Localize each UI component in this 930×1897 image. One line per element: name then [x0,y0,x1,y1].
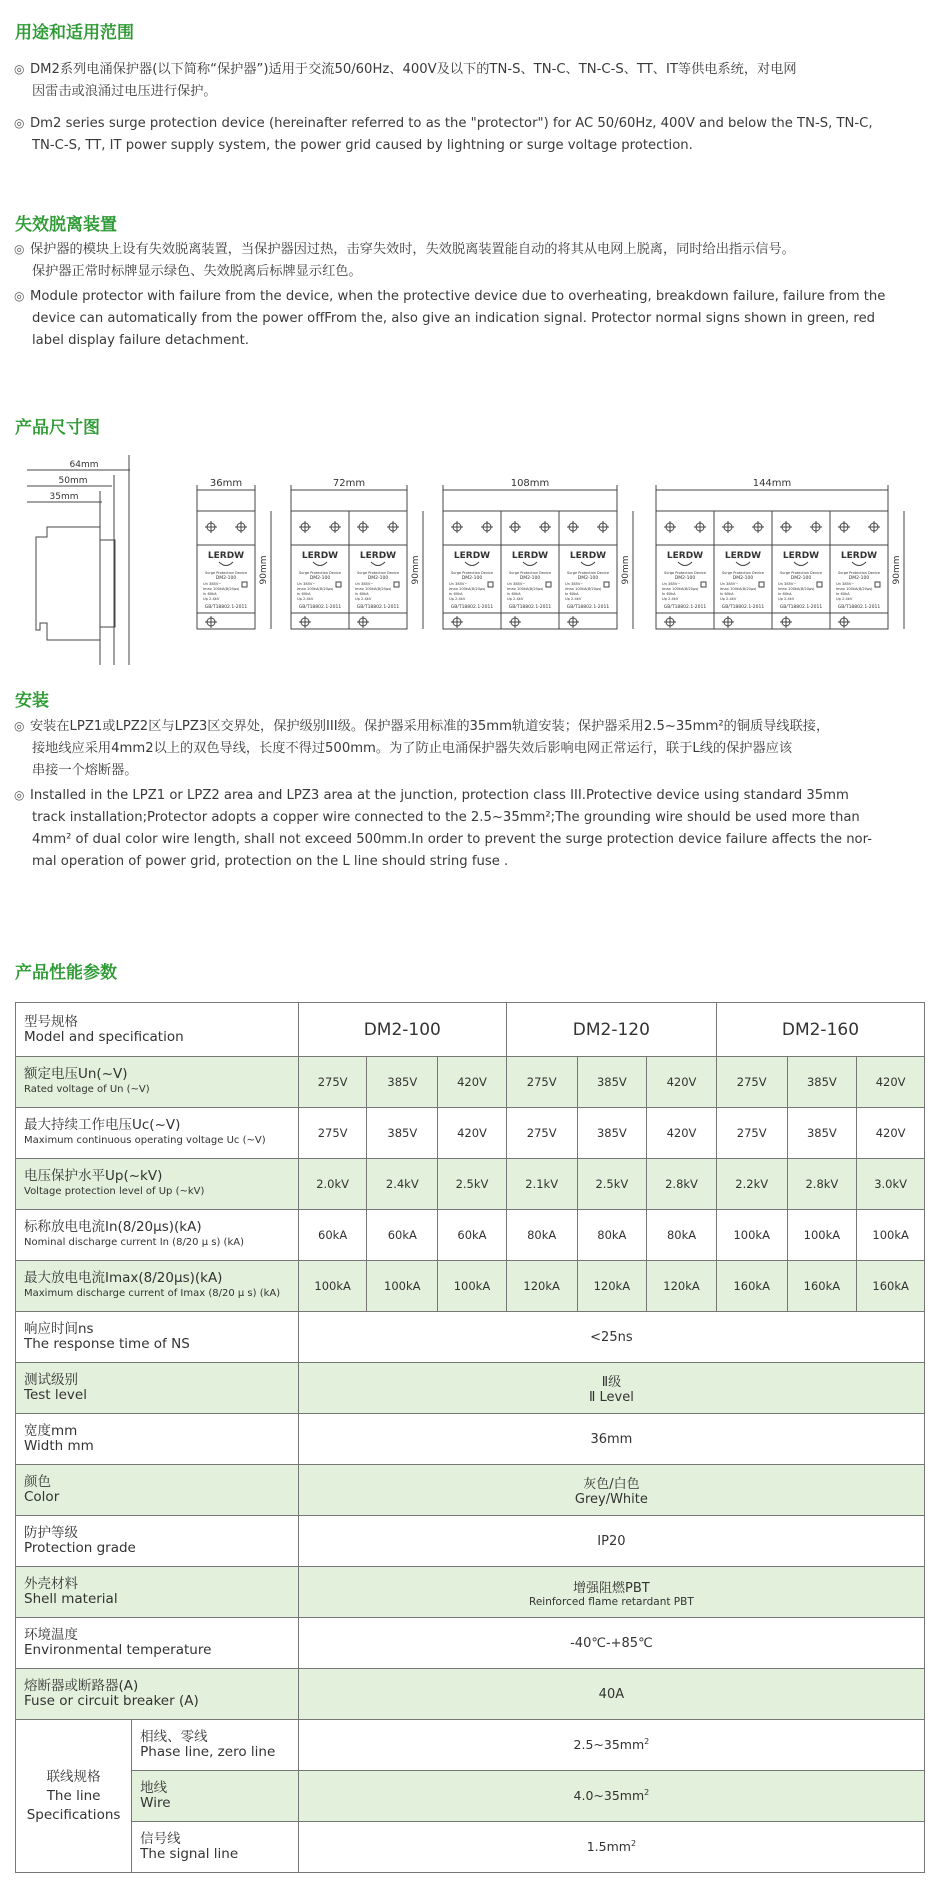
module-logo-icon [465,562,479,566]
module-standard: GB/T18802.1-2011 [298,605,342,610]
value-cell: 275V [506,1108,577,1159]
value-cell: 420V [857,1057,925,1108]
value-text: 1.5mm [586,1839,631,1855]
row-label-cell [16,1261,299,1312]
height-label: 90mm [892,555,902,585]
module-spec-line: Up 2.4kV [449,597,466,601]
row-label-cell [16,1516,299,1567]
module-standard: GB/T18802.1-2011 [566,605,610,610]
module-model: DM2-100 [461,576,483,581]
height-label: 90mm [411,555,421,585]
module-logo-icon [219,562,233,566]
row-label-cell [16,1108,299,1159]
indicator-window [394,582,399,587]
module-model: DM2-100 [577,576,599,581]
width-label: 72mm [332,478,366,489]
module-logo-icon [794,562,808,566]
value-cell: 160kA [716,1261,787,1312]
row-label-cn: 测试级别 [24,1372,78,1388]
width-label: 108mm [510,478,550,489]
module-subtitle: Surge Protection Device [721,571,765,575]
module-spec-line: Imax 100kA(8/20μs) [355,587,392,591]
module-spec-line: In 60kA [565,592,579,596]
module-spec-line: In 60kA [449,592,463,596]
module-standard: GB/T18802.1-2011 [779,605,823,610]
module-logo-icon [852,562,866,566]
section-title-dimensions: 产品尺寸图 [15,418,100,438]
width-label: 36mm [209,478,243,489]
module-standard: GB/T18802.1-2011 [356,605,400,610]
value-cell [298,1363,924,1414]
value-cell: 2.8kV [787,1159,857,1210]
module-brand: LERDW [782,551,820,561]
row-label-cell [16,1312,299,1363]
module-spec-line: In 60kA [297,592,311,596]
text-line: Dm2 series surge protection device (hereinafter referred to as the "protector") for AC 50/60Hz, 400V and below the TN-S, TN-C, [30,116,873,131]
value-cell: 120kA [647,1261,717,1312]
module-logo-icon [581,562,595,566]
width-label: 144mm [752,478,792,489]
value-cell: 420V [647,1108,717,1159]
row-label-en: Maximum continuous operating voltage Uc (~V) [24,1135,266,1146]
value-text: <25ns [590,1329,633,1345]
row-label-cn: 防护等级 [24,1525,78,1541]
indicator-window [759,582,764,587]
table-row [16,1414,925,1465]
value-cell: 420V [647,1057,717,1108]
bullet-icon: ◎ [14,116,25,130]
row-label-en: Maximum discharge current of Imax (8/20 μ s) (kA) [24,1288,281,1299]
module-spec-line: Imax 100kA(8/20μs) [662,587,699,591]
row-label-cell [16,1669,299,1720]
row-label-cn: 宽度mm [24,1423,78,1439]
module-spec-line: Un 385V~ [662,582,681,586]
module-subtitle: Surge Protection Device [204,571,248,575]
module-model: DM2-100 [732,576,754,581]
item-en: The signal line [140,1846,239,1862]
module-spec-line: Imax 100kA(8/20μs) [720,587,757,591]
table-row [16,1771,925,1822]
model-header: DM2-160 [716,1003,924,1057]
bullet-icon: ◎ [14,719,25,733]
value-cell: 100kA [438,1261,507,1312]
module-standard: GB/T18802.1-2011 [721,605,765,610]
table-row [16,1159,925,1210]
line-spec-en2: Specifications [26,1806,121,1823]
text-line: TN-C-S, TT, IT power supply system, the power grid caused by lightning or surge voltage protection. [32,138,693,153]
value-cell: 2.5kV [577,1159,647,1210]
text-line: 串接一个熔断器。 [32,763,138,778]
module-standard: GB/T18802.1-2011 [837,605,881,610]
module-subtitle: Surge Protection Device [450,571,494,575]
module-spec-line: Up 2.4kV [778,597,795,601]
install-paragraph-cn [14,715,914,782]
row-label-cell [16,1159,299,1210]
value-text: 4.0~35mm [573,1788,645,1804]
value-cell: 100kA [367,1261,438,1312]
module-spec-line: Un 385V~ [203,582,222,586]
module-subtitle: Surge Protection Device [663,571,707,575]
item-en: Wire [140,1795,171,1811]
value-text-secondary: Ⅱ Level [588,1390,634,1405]
value-cell: 80kA [647,1210,717,1261]
row-label-cell [16,1414,299,1465]
value-cell: 60kA [367,1210,438,1261]
row-label-cell [16,1363,299,1414]
bullet-icon: ◎ [14,788,25,802]
module-spec-line: Up 2.4kV [836,597,853,601]
value-cell [298,1516,924,1567]
indicator-window [604,582,609,587]
module-spec-line: Imax 100kA(8/20μs) [778,587,815,591]
module-subtitle: Surge Protection Device [566,571,610,575]
module-brand: LERDW [301,551,339,561]
row-label-en: Fuse or circuit breaker (A) [24,1693,199,1709]
module-subtitle: Surge Protection Device [837,571,881,575]
module-logo-icon [678,562,692,566]
value-cell: 160kA [857,1261,925,1312]
row-label-cn: 最大持续工作电压Uc(~V) [24,1117,181,1133]
module-model: DM2-100 [848,576,870,581]
side-dimension-label: 35mm [49,492,79,502]
text-line: 保护器正常时标牌显示绿色、失效脱离后标牌显示红色。 [32,264,362,279]
row-label-en: Rated voltage of Un (~V) [24,1084,150,1095]
value-cell: 160kA [787,1261,857,1312]
dimension-drawings [0,455,930,665]
value-text: 40A [598,1686,625,1702]
value-cell: 120kA [577,1261,647,1312]
table-row [16,1363,925,1414]
section-title-installation: 安装 [15,691,49,711]
module-spec-line: In 60kA [720,592,734,596]
install-paragraph-en [14,784,914,873]
failure-paragraph-en [14,285,914,352]
device-outline [443,511,617,629]
module-spec-line: In 60kA [662,592,676,596]
value-text-secondary: Reinforced flame retardant PBT [529,1595,694,1608]
table-row [16,1618,925,1669]
value-cell: 385V [367,1108,438,1159]
table-row [16,1822,925,1873]
value-cell: 60kA [298,1210,367,1261]
module-spec-line: Un 385V~ [297,582,316,586]
text-line: 4mm² of dual color wire length, shall not exceed 500mm.In order to prevent the surge protection device failure affects the nor- [32,832,872,847]
value-cell: 275V [506,1057,577,1108]
module-spec-line: Un 385V~ [449,582,468,586]
value-cell: 2.2kV [716,1159,787,1210]
value-cell: 385V [577,1108,647,1159]
row-label-en: Shell material [24,1591,118,1607]
module-logo-icon [523,562,537,566]
module-standard: GB/T18802.1-2011 [508,605,552,610]
module-spec-line: Imax 100kA(8/20μs) [836,587,873,591]
row-label-cell [16,1057,299,1108]
text-line: label display failure detachment. [32,333,249,348]
indicator-window [336,582,341,587]
value-cell [298,1669,924,1720]
bullet-icon: ◎ [14,242,25,256]
module-brand: LERDW [359,551,397,561]
value-cell [298,1618,924,1669]
module-brand: LERDW [511,551,549,561]
value-cell: 120kA [506,1261,577,1312]
row-label-cell [16,1210,299,1261]
table-row [16,1669,925,1720]
row-label-cn: 环境温度 [24,1627,78,1643]
table-header-row [16,1003,925,1057]
value-cell: 275V [716,1057,787,1108]
row-label-cell [16,1618,299,1669]
row-label-en: Nominal discharge current In (8/20 μ s) (kA) [24,1237,244,1248]
value-cell: 420V [438,1057,507,1108]
table-row [16,1057,925,1108]
text-line: 保护器的模块上设有失效脱离装置，当保护器因过热，击穿失效时，失效脱离装置能自动的将其从电网上脱离，同时给出指示信号。 [30,242,795,257]
line-spec-item-label [132,1822,299,1873]
module-spec-line: Un 385V~ [355,582,374,586]
row-label-cn: 标称放电电流In(8/20μs)(kA) [24,1219,202,1235]
model-header: DM2-100 [298,1003,506,1057]
model-header: DM2-120 [506,1003,716,1057]
module-spec-line: Up 2.4kV [720,597,737,601]
value-cell: 2.5kV [438,1159,507,1210]
module-spec-line: Up 2.4kV [565,597,582,601]
row-label-cn: 熔断器或断路器(A) [24,1678,139,1694]
item-cn: 地线 [140,1780,168,1796]
text-line: mal operation of power grid, protection on the L line should string fuse . [32,854,509,869]
indicator-window [488,582,493,587]
table-row [16,1108,925,1159]
module-brand: LERDW [666,551,704,561]
module-standard: GB/T18802.1-2011 [204,605,248,610]
value-cell: 2.1kV [506,1159,577,1210]
indicator-window [875,582,880,587]
value-cell: 2.0kV [298,1159,367,1210]
row-label-cn: 颜色 [24,1474,51,1490]
module-spec-line: Up 2.4kV [662,597,679,601]
row-label-cell [16,1465,299,1516]
value-cell: 80kA [506,1210,577,1261]
module-spec-line: Un 385V~ [565,582,584,586]
row-label-cn: 响应时间ns [24,1321,94,1337]
value-cell [298,1465,924,1516]
section-title-usage: 用途和适用范围 [15,23,134,43]
usage-paragraph-cn [14,58,914,103]
value-cell: 100kA [716,1210,787,1261]
section-title-parameters: 产品性能参数 [15,963,117,983]
value-cell: 385V [787,1108,857,1159]
module-standard: GB/T18802.1-2011 [663,605,707,610]
table-row [16,1567,925,1618]
module-spec-line: Imax 100kA(8/20μs) [297,587,334,591]
table-row [16,1465,925,1516]
item-en: Phase line, zero line [140,1744,276,1760]
height-label: 90mm [259,555,269,585]
module-model: DM2-100 [309,576,331,581]
table-row [16,1516,925,1567]
value-cell: 2.8kV [647,1159,717,1210]
side-view-outline [36,527,115,640]
value-text: Ⅱ级 [601,1375,622,1390]
line-spec-label [16,1720,132,1873]
side-dimension-label: 64mm [69,460,99,470]
module-spec-line: Up 2.4kV [297,597,314,601]
value-text: 2.5~35mm [573,1737,645,1753]
value-text: -40℃-+85℃ [570,1635,653,1651]
module-subtitle: Surge Protection Device [508,571,552,575]
value-cell: 100kA [787,1210,857,1261]
text-line: Module protector with failure from the device, when the protective device due to overheating, breakdown failure, failure from the [30,289,886,304]
value-cell: 60kA [438,1210,507,1261]
text-line: device can automatically from the power offFrom the, also give an indication signal. Protector normal signs shown in green, red [32,311,876,326]
bullet-icon: ◎ [14,289,25,303]
module-spec-line: In 60kA [836,592,850,596]
module-spec-line: Imax 100kA(8/20μs) [449,587,486,591]
value-text: 灰色/白色 [583,1477,640,1492]
header-label-en: Model and specification [24,1028,184,1045]
value-cell: 3.0kV [857,1159,925,1210]
module-brand: LERDW [207,551,245,561]
value-cell: 420V [438,1108,507,1159]
value-cell: 100kA [298,1261,367,1312]
module-model: DM2-100 [674,576,696,581]
section-title-failure-device: 失效脱离装置 [15,215,117,235]
item-cn: 信号线 [140,1831,181,1847]
value-cell: 80kA [577,1210,647,1261]
row-label-en: Voltage protection level of Up (~kV) [24,1186,205,1197]
module-spec-line: In 60kA [355,592,369,596]
value-cell: 275V [298,1057,367,1108]
row-label-en: The response time of NS [24,1336,190,1352]
module-spec-line: Imax 100kA(8/20μs) [507,587,544,591]
module-subtitle: Surge Protection Device [298,571,342,575]
value-cell [298,1414,924,1465]
module-logo-icon [313,562,327,566]
module-spec-line: Un 385V~ [778,582,797,586]
module-spec-line: In 60kA [203,592,217,596]
value-cell: 420V [857,1108,925,1159]
module-spec-line: In 60kA [507,592,521,596]
table-row [16,1312,925,1363]
value-text: 36mm [590,1431,633,1447]
line-spec-en1: The line [46,1787,101,1804]
module-logo-icon [736,562,750,566]
module-model: DM2-100 [519,576,541,581]
row-label-cn: 额定电压Un(~V) [24,1066,128,1082]
text-line: Installed in the LPZ1 or LPZ2 area and LPZ3 area at the junction, protection class III.Protective device using standard 35mm [30,788,849,803]
module-subtitle: Surge Protection Device [356,571,400,575]
row-label-cn: 最大放电电流Imax(8/20μs)(kA) [24,1270,223,1286]
row-label-en: Environmental temperature [24,1642,212,1658]
row-label-en: Width mm [24,1438,94,1454]
value-cell: 100kA [857,1210,925,1261]
device-outline [197,511,255,629]
row-label-cn: 电压保护水平Up(~kV) [24,1168,163,1184]
table-row [16,1210,925,1261]
value-cell: 385V [577,1057,647,1108]
module-spec-line: Up 2.4kV [203,597,220,601]
module-spec-line: Un 385V~ [507,582,526,586]
module-logo-icon [371,562,385,566]
value-text: 增强阻燃PBT [573,1580,650,1596]
side-dimension-label: 50mm [58,476,88,486]
value-cell [298,1567,924,1618]
value-cell: 275V [716,1108,787,1159]
module-subtitle: Surge Protection Device [779,571,823,575]
header-label-cell [16,1003,299,1057]
line-spec-item-value [298,1771,924,1822]
bullet-icon: ◎ [14,62,25,76]
module-spec-line: Up 2.4kV [355,597,372,601]
value-text-secondary: Grey/White [574,1492,648,1507]
row-label-cell [16,1567,299,1618]
module-model: DM2-100 [367,576,389,581]
indicator-window [546,582,551,587]
module-brand: LERDW [453,551,491,561]
module-spec-line: Un 385V~ [836,582,855,586]
value-cell [298,1312,924,1363]
module-spec-line: Imax 100kA(8/20μs) [565,587,602,591]
text-line: 接地线应采用4mm2以上的双色导线，长度不得过500mm。为了防止电涌保护器失效后影响电网正常运行，联于L线的保护器应该 [32,741,793,756]
usage-paragraph-en [14,112,914,157]
value-cell: 385V [787,1057,857,1108]
table-row [16,1720,925,1771]
value-cell: 385V [367,1057,438,1108]
indicator-window [817,582,822,587]
module-brand: LERDW [569,551,607,561]
text-line: track installation;Protector adopts a copper wire connected to the 2.5~35mm²;The grounding wire should be used more than [32,810,860,825]
value-text: IP20 [597,1533,626,1549]
module-brand: LERDW [840,551,878,561]
line-spec-cn: 联线规格 [46,1768,101,1785]
spec-table [15,1002,925,1873]
indicator-window [701,582,706,587]
module-standard: GB/T18802.1-2011 [450,605,494,610]
text-line: 安装在LPZ1或LPZ2区与LPZ3区交界处，保护级别III级。保护器采用标准的35mm轨道安装；保护器采用2.5~35mm²的铜质导线联接， [30,719,830,734]
module-spec-line: Un 385V~ [720,582,739,586]
value-cell: 2.4kV [367,1159,438,1210]
value-sup: 2 [644,1737,650,1747]
height-label: 90mm [621,555,631,585]
module-spec-line: Imax 100kA(8/20μs) [203,587,240,591]
value-sup: 2 [630,1839,637,1849]
failure-paragraph-cn [14,238,914,283]
module-model: DM2-100 [215,576,237,581]
row-label-cn: 外壳材料 [24,1576,78,1592]
line-spec-item-value [298,1720,924,1771]
module-spec-line: Up 2.4kV [507,597,524,601]
text-line: 因雷击或浪涌过电压进行保护。 [32,84,217,99]
module-brand: LERDW [724,551,762,561]
line-spec-item-value [298,1822,924,1873]
text-line: DM2系列电涌保护器(以下简称“保护器”)适用于交流50/60Hz、400V及以下的TN-S、TN-C、TN-C-S、TT、IT等供电系统，对电网 [30,62,797,77]
value-cell: 275V [298,1108,367,1159]
table-row [16,1261,925,1312]
line-spec-item-label [132,1771,299,1822]
item-cn: 相线、零线 [140,1729,208,1745]
row-label-en: Test level [24,1387,87,1403]
value-sup: 2 [644,1788,650,1798]
indicator-window [242,582,247,587]
header-label-cn: 型号规格 [24,1013,78,1030]
row-label-en: Color [24,1489,60,1505]
line-spec-item-label [132,1720,299,1771]
module-spec-line: In 60kA [778,592,792,596]
row-label-en: Protection grade [24,1540,136,1556]
module-model: DM2-100 [790,576,812,581]
